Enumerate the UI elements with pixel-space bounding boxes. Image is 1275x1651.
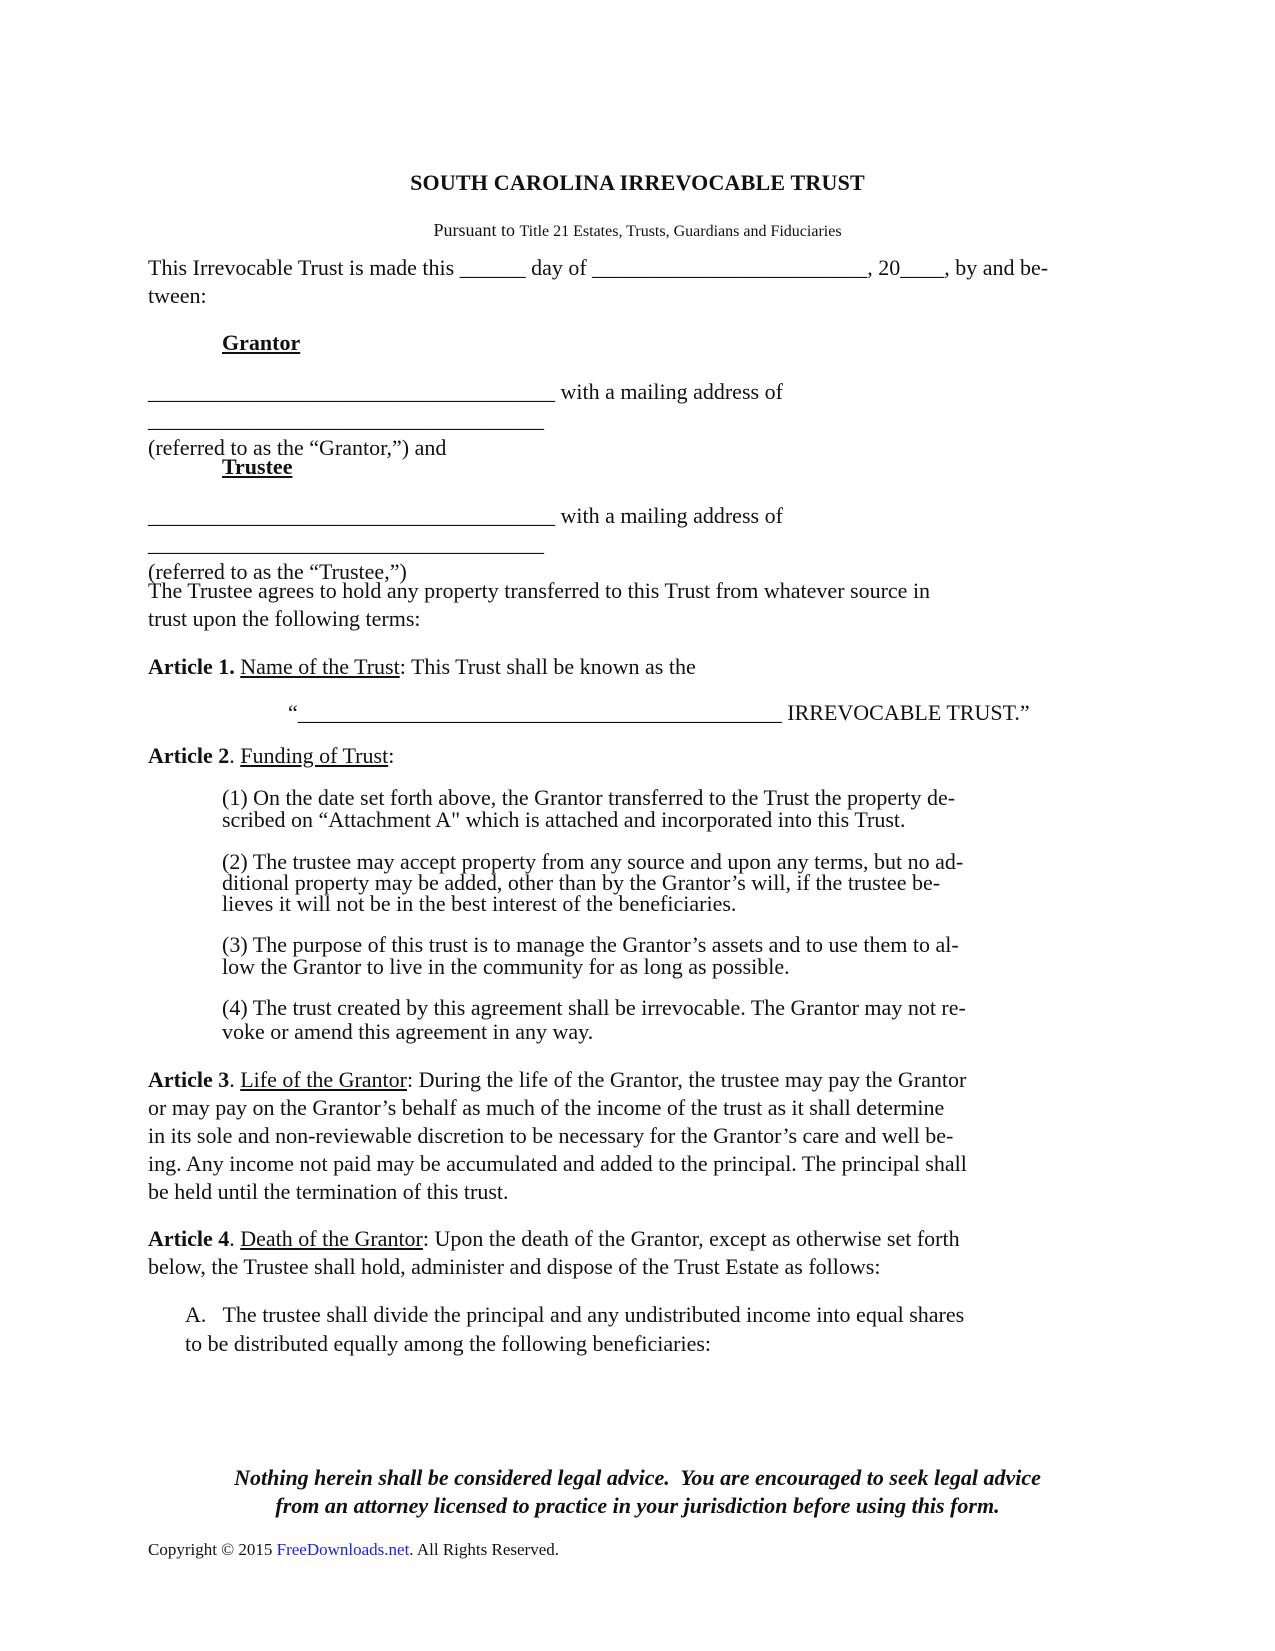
article-4-line-1: Article 4. Death of the Grantor: Upon the death of the Grantor, except as otherwise set forth <box>148 1226 960 1251</box>
subtitle-prefix: Pursuant to <box>433 220 515 240</box>
article-2-item-3 <box>222 934 1110 978</box>
article-2: Article 2. Funding of Trust: <box>148 743 395 768</box>
article-4-title: Death of the Grantor <box>240 1226 423 1251</box>
article-2-item-2-line: ditional property may be added, other than by the Grantor’s will, if the trustee be- <box>222 870 941 895</box>
article-1 <box>148 653 1118 681</box>
grantor-heading: Grantor <box>222 330 301 355</box>
article-3-title: Life of the Grantor <box>240 1067 407 1092</box>
article-3-text: : During the life of the Grantor, the trustee may pay the Grantor <box>407 1067 967 1092</box>
article-4-item-a-line-2: to be distributed equally among the following beneficiaries: <box>185 1331 712 1356</box>
article-2-item-1-line: (1) On the date set forth above, the Grantor transferred to the Trust the property de- <box>222 785 956 810</box>
article-3 <box>148 1066 1118 1206</box>
article-2-item-4-line: (4) The trust created by this agreement shall be irrevocable. The Grantor may not re- <box>222 995 966 1020</box>
intro-paragraph <box>148 254 1118 310</box>
article-2-item-4 <box>222 996 1110 1044</box>
grantor-line-2: (referred to as the “Grantor,”) and <box>148 435 447 460</box>
agreement-line-2: trust upon the following terms: <box>148 606 421 631</box>
article-4 <box>148 1225 1118 1281</box>
subtitle-statute: Title 21 Estates, Trusts, Guardians and Fiduciaries <box>519 223 842 240</box>
article-2-title: Funding of Trust <box>240 743 389 768</box>
article-2-item-1 <box>222 787 1110 831</box>
article-3-line-1: Article 3. Life of the Grantor: During the life of the Grantor, the trustee may pay the Grantor <box>148 1067 967 1092</box>
freedownloads-link[interactable]: FreeDownloads.net <box>276 1540 410 1559</box>
article-2-item-3-line: low the Grantor to live in the community for as long as possible. <box>222 954 790 979</box>
document-title: SOUTH CAROLINA IRREVOCABLE TRUST <box>410 170 865 195</box>
trustee-heading: Trustee <box>222 454 293 479</box>
article-3-line-5: be held until the termination of this trust. <box>148 1179 509 1204</box>
copyright-prefix: Copyright © 2015 <box>148 1540 277 1559</box>
trustee-line-2: (referred to as the “Trustee,”) <box>148 559 407 584</box>
article-3-line-4: ing. Any income not paid may be accumulated and added to the principal. The principal shall <box>148 1151 967 1176</box>
legal-disclaimer <box>0 1464 1275 1520</box>
intro-line-1: This Irrevocable Trust is made this ______ day of _________________________, 20____, by and be- <box>148 255 1049 280</box>
article-2-item-2-line: (2) The trustee may accept property from any source and upon any terms, but no ad- <box>222 849 964 874</box>
article-3-label: Article 3 <box>148 1067 230 1092</box>
agreement-line-1: The Trustee agrees to hold any property transferred to this Trust from whatever source in <box>148 578 931 603</box>
article-3-line-2: or may pay on the Grantor’s behalf as much of the income of the trust as it shall determine <box>148 1095 945 1120</box>
article-2-item-3-line: (3) The purpose of this trust is to manage the Grantor’s assets and to use them to al- <box>222 932 959 957</box>
article-4-item-a-line-1: A. The trustee shall divide the principal and any undistributed income into equal shares <box>185 1302 965 1327</box>
article-1-title: Name of the Trust <box>240 654 400 679</box>
article-2-item-2 <box>222 851 1110 914</box>
article-4-label: Article 4 <box>148 1226 230 1251</box>
article-4-line-2: below, the Trustee shall hold, administer and dispose of the Trust Estate as follows: <box>148 1254 881 1279</box>
disclaimer-line-2: from an attorney licensed to practice in your jurisdiction before using this form. <box>275 1493 1000 1518</box>
article-2-item-1-line: scribed on “Attachment A" which is attached and incorporated into this Trust. <box>222 807 906 832</box>
grantor-line-1: _____________________________________ with a mailing address of ____________________________________ <box>148 379 783 432</box>
article-2-label: Article 2 <box>148 743 230 768</box>
article-1-text: : This Trust shall be known as the <box>399 654 696 679</box>
article-1-label: Article 1. <box>148 654 235 679</box>
intro-line-2: tween: <box>148 283 207 308</box>
article-4-text: : Upon the death of the Grantor, except as otherwise set forth <box>422 1226 960 1251</box>
agreement-paragraph <box>148 577 1118 633</box>
copyright-suffix: . All Rights Reserved. <box>409 1540 559 1559</box>
article-2-item-4-line: voke or amend this agreement in any way. <box>222 1019 594 1044</box>
article-4-item-a <box>185 1300 1115 1358</box>
trustee-line-1: _____________________________________ with a mailing address of ____________________________________ <box>148 503 783 556</box>
grantor-paragraph <box>148 378 1118 462</box>
document-subtitle <box>0 220 1275 241</box>
disclaimer-line-1: Nothing herein shall be considered legal advice. You are encouraged to seek legal advice <box>234 1465 1041 1490</box>
trustee-paragraph <box>148 502 1118 586</box>
article-3-line-3: in its sole and non-reviewable discretion to be necessary for the Grantor’s care and well be- <box>148 1123 954 1148</box>
copyright-notice <box>148 1540 559 1560</box>
trust-name-line: “____________________________________________ IRREVOCABLE TRUST.” <box>288 700 1030 725</box>
article-2-item-2-line: lieves it will not be in the best interest of the beneficiaries. <box>222 891 737 916</box>
